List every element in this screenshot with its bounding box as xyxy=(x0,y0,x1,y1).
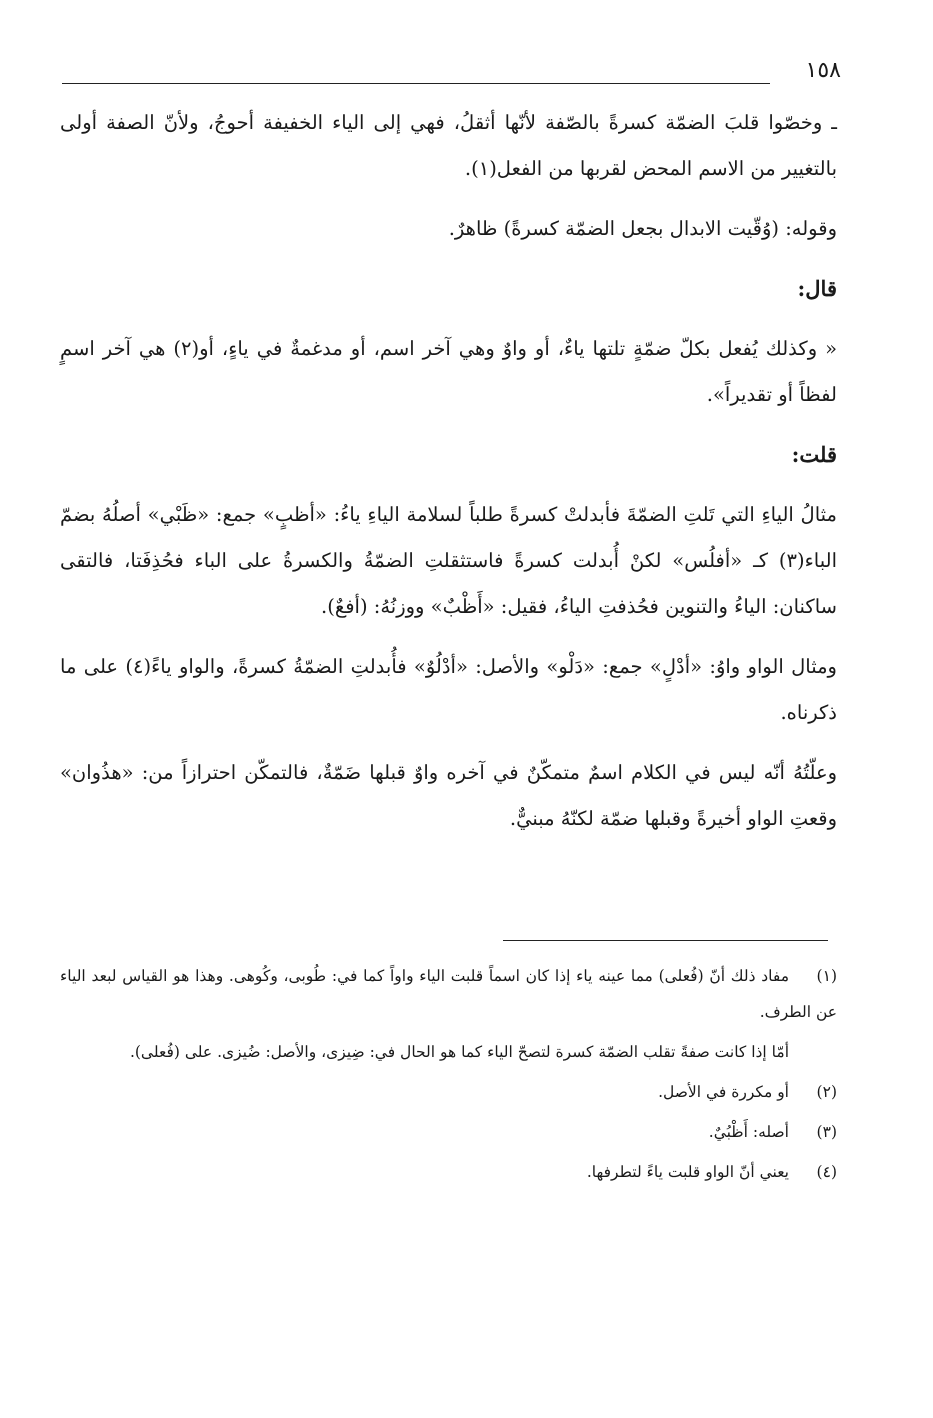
paragraph-2: وقوله: (وُقّيت الابدال بجعل الضمّة كسرةً) ظاهرٌ. xyxy=(448,217,837,240)
footnote-2 xyxy=(60,1074,837,1110)
footnote-4 xyxy=(60,1154,837,1190)
paragraph-5: ومثال الواو واوُ: «أدْلٍ» جمع: «دَلْو» والأصل: «أدْلُوٌ» فأُبدلتِ الضمّةُ كسرةً، والواو ياءً(٤) على ما ذكرناه. xyxy=(60,655,837,724)
footnote-rule xyxy=(503,940,828,941)
paragraph-3: « وكذلك يُفعل بكلّ ضمّةٍ تلتها ياءٌ، أو واوٌ وهي آخر اسم، أو مدغمةٌ في ياءٍ، أو(٢) هي آخر اسمٍ لفظاً أو تقديراً». xyxy=(60,337,837,406)
main-text xyxy=(60,100,837,856)
footnote-number: (٣) xyxy=(816,1123,837,1141)
footnote-number: (٢) xyxy=(816,1083,837,1101)
footnote-3 xyxy=(60,1114,837,1150)
paragraph-1: ـ وخصّوا قلبَ الضمّة كسرةً بالصّفة لأنّها أثقلُ، فهي إلى الياء الخفيفة أحوجُ، ولأنّ الصفة أولى بالتغيير من الاسم المحض لقربها من الفعل(١). xyxy=(60,111,837,180)
footnote-number: (١) xyxy=(816,967,837,985)
footnote-1 xyxy=(60,958,837,1030)
footnote-1-continued: أمّا إذا كانت صفةً تقلب الضمّة كسرة لتصحّ الياء كما هو الحال في: ضِيزى، والأصل: ضُيزى. على (فُعلى). xyxy=(129,1043,789,1061)
paragraph-4: مثالُ الياءِ التي تَلتِ الضمّةَ فأبدلتْ كسرةً طلباً لسلامة الياءِ ياءُ: «أظبٍ» جمع: «ظَبْي» أصلُهُ بضمّ الباء(٣) كـ «أفلُس» لكنْ أُبدلت كسرةً فاستثقلتِ الضمّةُ والكسرةُ على الباء فحُذِفَتا، فالتقى ساكنان: الياءُ والتنوين فحُذفتِ الياءُ، فقيل: «أَظْبٌ» ووزنُهُ: (أفعٌ). xyxy=(60,503,837,618)
footnote-text: يعني أنّ الواو قلبت ياءً لتطرفها. xyxy=(586,1163,789,1181)
heading-qala: قال: xyxy=(797,276,837,301)
heading-qultu: قلت: xyxy=(791,442,837,467)
paragraph-6: وعلّتُهُ أنّه ليس في الكلام اسمٌ متمكّنٌ في آخره واوٌ قبلها ضَمّةٌ، فالتمكّن احترازاً من: «هذُوان» وقعتِ الواو أخيرةً وقبلها ضمّة لكنّهُ مبنيٌّ. xyxy=(60,761,837,830)
page-number: ١٥٨ xyxy=(805,58,841,83)
header-rule xyxy=(62,83,770,84)
footnotes xyxy=(60,958,837,1194)
footnote-text: أو مكررة في الأصل. xyxy=(658,1083,789,1101)
footnote-number: (٤) xyxy=(816,1163,837,1181)
footnote-text: أصله: أَظْبُيٌ. xyxy=(708,1123,789,1141)
footnote-text: مفاد ذلك أنّ (فُعلى) مما عينه ياء إذا كان اسماً قلبت الياء واواً كما في: طُوبى، وكُوهى. وهذا هو القياس لبعد الياء عن الطرف. xyxy=(60,967,837,1021)
